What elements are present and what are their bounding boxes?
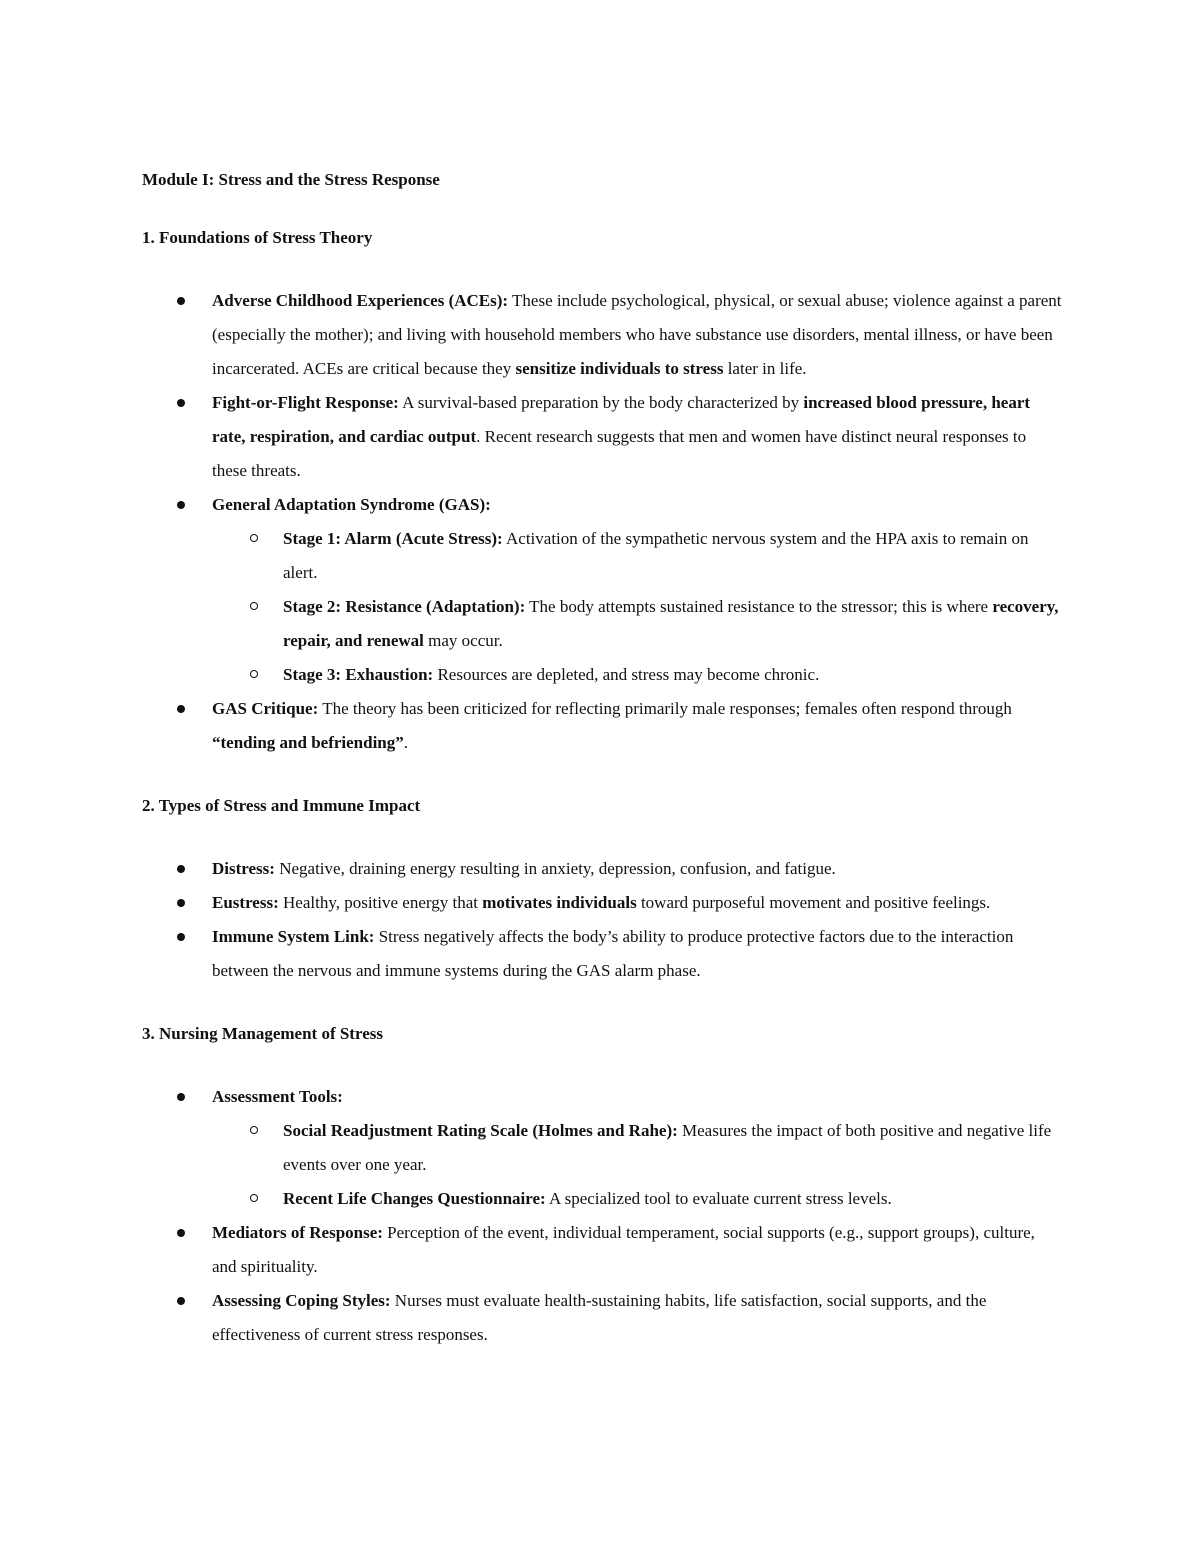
document-body <box>142 168 1062 1386</box>
item-label: Immune System Link: <box>212 927 375 946</box>
item-text: Nurses must evaluate health-sustaining habits, life satisfaction, social supports, and the effectiveness of current stress responses. <box>212 1291 987 1344</box>
item-text: The theory has been criticized for reflecting primarily male responses; females often respond through <box>318 699 1012 718</box>
item-label: Mediators of Response: <box>212 1223 383 1242</box>
hollow-bullet-icon <box>250 1126 258 1134</box>
item-text: Resources are depleted, and stress may become chronic. <box>433 665 820 684</box>
hollow-bullet-icon <box>250 1194 258 1202</box>
item-text: Measures the impact of both positive and negative life events over one year. <box>283 1121 1052 1174</box>
bullet-list <box>142 284 1062 760</box>
item-label: General Adaptation Syndrome (GAS): <box>212 495 491 514</box>
item-text: Perception of the event, individual temperament, social supports (e.g., support groups), culture, and spirituality. <box>212 1223 1035 1276</box>
list-item <box>142 488 1062 692</box>
item-label: Recent Life Changes Questionnaire: <box>283 1189 546 1208</box>
item-label: Stage 3: Exhaustion: <box>283 665 434 684</box>
item-text: A specialized tool to evaluate current stress levels. <box>545 1189 892 1208</box>
list-item <box>142 886 1062 920</box>
item-label: Social Readjustment Rating Scale (Holmes and Rahe): <box>283 1121 678 1140</box>
item-text: Healthy, positive energy that <box>278 893 483 912</box>
item-text: These include psychological, physical, or sexual abuse; violence against a parent (especially the mother); and living with household members who have substance use disorders, mental illness, or have been incarcerated. ACEs are critical because they <box>212 291 1062 378</box>
sub-list <box>212 522 1062 692</box>
hollow-bullet-icon <box>250 602 258 610</box>
item-label: GAS Critique: <box>212 699 319 718</box>
item-label: Stage 1: Alarm (Acute Stress): <box>283 529 503 548</box>
bullet-icon <box>177 865 185 873</box>
item-label: Adverse Childhood Experiences (ACEs): <box>212 291 509 310</box>
list-item <box>142 284 1062 386</box>
list-item <box>142 1216 1062 1284</box>
item-emphasis: sensitize individuals to stress <box>515 359 724 378</box>
section-heading: 2. Types of Stress and Immune Impact <box>142 796 421 815</box>
item-text: Stress negatively affects the body’s ability to produce protective factors due to the interaction between the nervous and immune systems during the GAS alarm phase. <box>212 927 1014 980</box>
sub-list-item <box>212 1114 1062 1182</box>
list-item <box>142 1080 1062 1216</box>
list-item <box>142 386 1062 488</box>
item-label: Eustress: <box>212 893 279 912</box>
list-item <box>142 920 1062 988</box>
sub-list-item <box>212 522 1062 590</box>
bullet-icon <box>177 933 185 941</box>
item-emphasis: “tending and befriending” <box>212 733 404 752</box>
item-emphasis: motivates individuals <box>482 893 637 912</box>
item-text: Activation of the sympathetic nervous system and the HPA axis to remain on alert. <box>283 529 1029 582</box>
sub-list <box>212 1114 1062 1216</box>
item-text: may occur. <box>423 631 503 650</box>
item-text: later in life. <box>723 359 807 378</box>
bullet-icon <box>177 297 185 305</box>
bullet-list <box>142 852 1062 988</box>
page-title: Module I: Stress and the Stress Response <box>142 170 440 189</box>
item-emphasis: increased blood pressure, heart rate, respiration, and cardiac output <box>212 393 1031 446</box>
item-label: Assessment Tools: <box>212 1087 343 1106</box>
bullet-icon <box>177 501 185 509</box>
item-label: Stage 2: Resistance (Adaptation): <box>283 597 526 616</box>
section-heading: 1. Foundations of Stress Theory <box>142 228 373 247</box>
item-text: . <box>403 733 409 752</box>
section-heading: 3. Nursing Management of Stress <box>142 1024 383 1043</box>
bullet-icon <box>177 705 185 713</box>
item-emphasis: recovery, repair, and renewal <box>283 597 1059 650</box>
bullet-icon <box>177 1297 185 1305</box>
bullet-icon <box>177 1093 185 1101</box>
list-item <box>142 1284 1062 1352</box>
item-text: toward purposeful movement and positive feelings. <box>636 893 991 912</box>
bullet-icon <box>177 1229 185 1237</box>
hollow-bullet-icon <box>250 534 258 542</box>
bullet-icon <box>177 899 185 907</box>
item-text: Negative, draining energy resulting in anxiety, depression, confusion, and fatigue. <box>274 859 836 878</box>
sub-list-item <box>212 590 1062 658</box>
item-label: Assessing Coping Styles: <box>212 1291 391 1310</box>
sub-list-item <box>212 658 1062 692</box>
list-item <box>142 852 1062 886</box>
item-label: Distress: <box>212 859 275 878</box>
list-item <box>142 692 1062 760</box>
bullet-list <box>142 1080 1062 1352</box>
item-label: Fight-or-Flight Response: <box>212 393 399 412</box>
item-text: . Recent research suggests that men and women have distinct neural responses to these threats. <box>212 427 1027 480</box>
item-text: The body attempts sustained resistance to the stressor; this is where <box>525 597 993 616</box>
sub-list-item <box>212 1182 1062 1216</box>
hollow-bullet-icon <box>250 670 258 678</box>
item-text: A survival-based preparation by the body characterized by <box>398 393 804 412</box>
bullet-icon <box>177 399 185 407</box>
